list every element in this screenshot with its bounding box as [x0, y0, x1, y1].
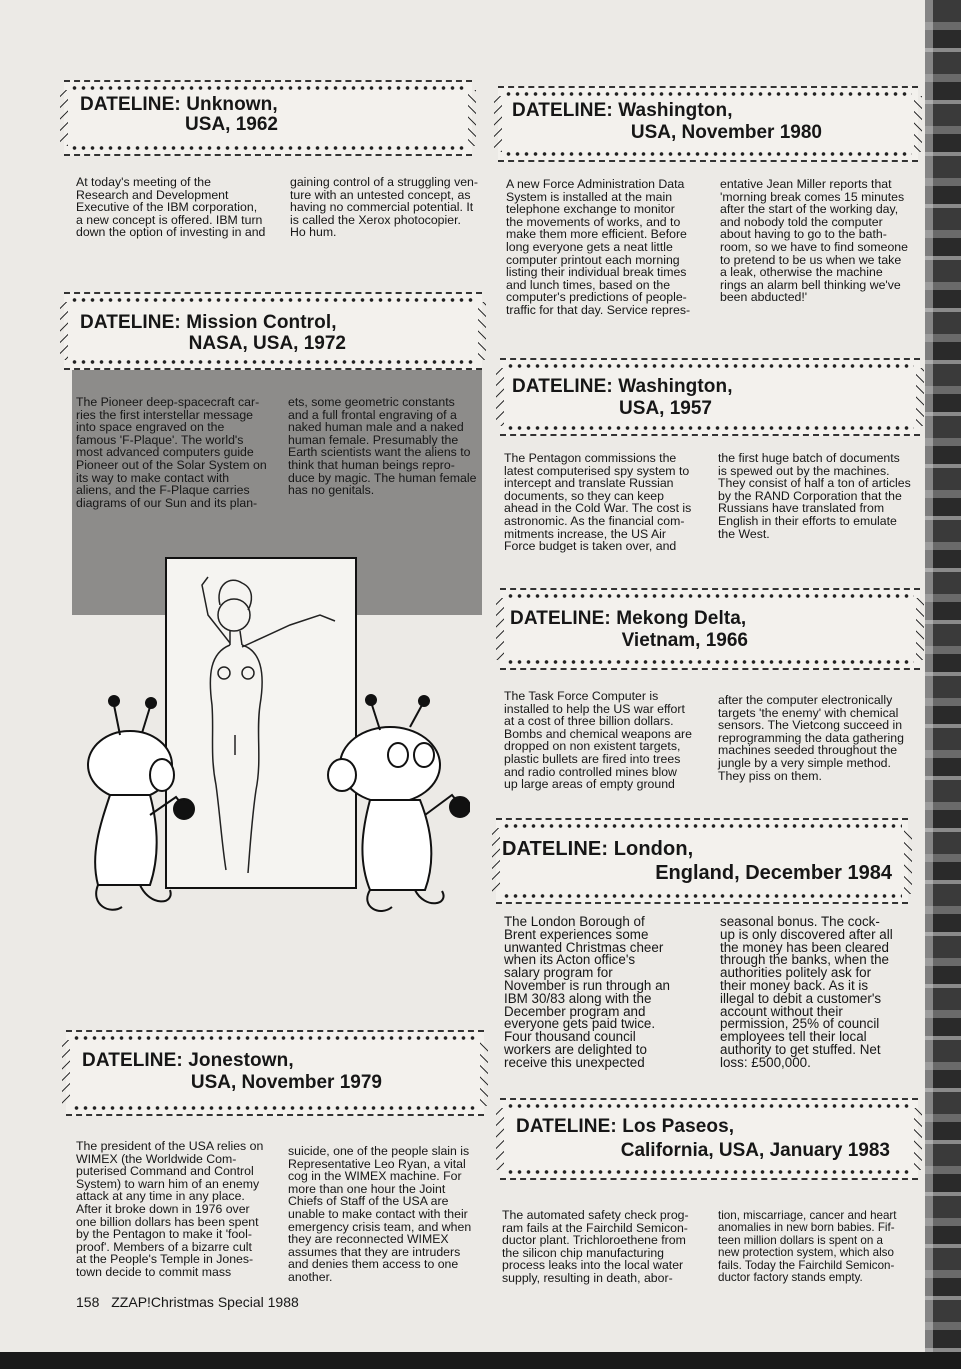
dateline-banner-jonestown-1979: [66, 1030, 484, 1116]
article-text-col2: tion, miscarriage, cancer and heart anomalies in new born babies. Fif- teen million dollars is spent on a new protection system, which also fails. Today the Fairchild Semicon- ductor factory stands empty.: [718, 1209, 897, 1285]
banner-zigzag-left: [496, 598, 504, 660]
article-text-col1: A new Force Administration Data System is installed at the main telephone exchange to monitor the movements of works, and to make them more efficient. Before long everyone gets a neat little computer printout each morning listing their individual break times and lunch times, based on the computer's predictions of people- traffic for that day. Service repres-: [506, 177, 691, 317]
dateline-banner-unknown-1962: [64, 80, 472, 156]
dateline-subtitle: Vietnam, 1966: [621, 630, 748, 651]
article-text-col1: The Pioneer deep-spacecraft car- ries the first interstellar message into space engraved on the famous 'F-Plaque'. The world's most advanced computers guide Pioneer out of the Solar System on its way to make contact with aliens, and the F-Plaque carries diagrams of our Sun and its plan-: [76, 395, 267, 510]
dateline-banner-los-paseos-1983: [500, 1098, 918, 1180]
article-text-col2: gaining control of a struggling ven- ture with an untested concept, as having no commercial potential. It is called the Xerox photocopier. Ho hum.: [290, 175, 478, 240]
dateline-banner-washington-1957: [500, 358, 920, 436]
banner-zigzag-left: [496, 368, 504, 426]
dateline-subtitle: USA, 1962: [185, 114, 278, 135]
bottom-dark-edge: [0, 1352, 961, 1369]
banner-zigzag-left: [492, 828, 500, 894]
article-text-col2: after the computer electronically targets 'the enemy' with chemical sensors. The Vietcong succeed in reprogramming the data gathering machines seeded throughout the jungle by a very simple method. They piss on them.: [718, 693, 904, 783]
alien-plaque-illustration: [80, 555, 470, 935]
page-binding-edge: [925, 0, 961, 1369]
article-text-col2: suicide, one of the people slain is Representative Leo Ryan, a vital cog in the WIMEX machine. For more than one hour the Joint Chiefs of Staff of the USA are unable to make contact with their emergency crisis team, and when they are reconnected WIMEX assumes that they are intruders and denies them access to one another.: [288, 1144, 472, 1284]
banner-zigzag-right: [914, 1108, 922, 1170]
article-text-col1: The automated safety check prog- ram fails at the Fairchild Semicon- ductor plant. Trichloroethene from the silicon chip manufacturing process leaks into the local water supply, resulting in death, abor-: [502, 1208, 689, 1285]
banner-zigzag-right: [480, 1040, 488, 1106]
dateline-title: DATELINE: London,: [502, 838, 694, 860]
banner-zigzag-right: [478, 302, 486, 360]
dateline-subtitle: USA, November 1979: [190, 1072, 382, 1093]
article-text-col2: ets, some geometric constants and a full frontal engraving of a naked human male and a naked human female. Presumably the Earth scientists want the aliens to think that human beings repro- duce by magic. The human female has no genitals.: [288, 395, 477, 498]
dateline-title: DATELINE: Los Paseos,: [516, 1116, 735, 1137]
dateline-banner-washington-1980: [498, 86, 918, 162]
dateline-title: DATELINE: Washington,: [512, 376, 733, 397]
banner-zigzag-right: [468, 90, 476, 146]
publication-name: ZZAP!Christmas Special 1988: [111, 1294, 299, 1310]
article-text-col2: entative Jean Miller reports that 'morning break comes 15 minutes after the start of the working day, and nobody told the computer about having to go to the bath- room, so we have to find someone to pretend to be us when we take a leak, otherwise the machine rings an alarm bell thinking we've been abducted!': [720, 177, 908, 305]
banner-zigzag-left: [60, 90, 68, 146]
banner-zigzag-left: [62, 1040, 70, 1106]
banner-zigzag-right: [916, 368, 924, 426]
dateline-subtitle: England, December 1984: [655, 862, 892, 884]
page-footer: [76, 1294, 299, 1310]
dateline-subtitle: California, USA, January 1983: [620, 1140, 890, 1161]
dateline-subtitle: USA, 1957: [619, 398, 712, 419]
banner-zigzag-right: [904, 828, 912, 894]
banner-zigzag-left: [60, 302, 68, 360]
dateline-banner-nasa-1972: [64, 292, 482, 370]
dateline-subtitle: USA, November 1980: [630, 122, 822, 143]
article-text-col2: seasonal bonus. The cock- up is only discovered after all the money has been cleared through the banks, when the authorities politely ask for their money back. As it is illegal to debit a customer's account without their permission, 25% of council employees tell their local authority to get stuffed. Net loss: £500,000.: [720, 914, 893, 1070]
article-text-col2: the first huge batch of documents is spewed out by the machines. They consist of half a ton of articles by the RAND Corporation that the Russians have translated from English in their efforts to emulate the West.: [718, 451, 911, 541]
article-text-col1: The Pentagon commissions the latest computerised spy system to intercept and translate Russian documents, so they can keep ahead in the Cold War. The cost is astronomic. As the financial com- mitments increase, the US Air Force budget is taken over, and: [504, 451, 692, 554]
dateline-title: DATELINE: Unknown,: [80, 94, 278, 115]
dateline-banner-mekong-1966: [500, 588, 920, 670]
page-number: 158: [76, 1294, 100, 1310]
article-text-col1: At today's meeting of the Research and Development Executive of the IBM corporation, a new concept is offered. IBM turn down the option of investing in and: [76, 175, 266, 240]
article-text-col1: The London Borough of Brent experiences some unwanted Christmas cheer when its Acton office's salary program for November is run through an IBM 30/83 along with the December program and everyone gets paid twice. Four thousand council workers are delighted to receive this unexpected: [504, 914, 670, 1070]
article-text-col1: The president of the USA relies on WIMEX (the Worldwide Com- puterised Command and Control System) to warn him of an enemy attack at any time in any place. After it broke down in 1976 over one billion dollars has been spent by the Pentagon to make it 'fool- proof'. Members of a bizarre cult at the People's Temple in Jones- town decide to commit mass: [76, 1139, 264, 1279]
dateline-subtitle: NASA, USA, 1972: [188, 333, 346, 354]
dateline-banner-london-1984: [496, 818, 908, 904]
article-text-col1: The Task Force Computer is installed to help the US war effort at a cost of three billion dollars. Bombs and chemical weapons are dropped on non existent targets, plastic bullets are fired into trees and radio controlled mines blow up large areas of empty ground: [504, 689, 692, 792]
banner-zigzag-right: [914, 96, 922, 152]
dateline-title: DATELINE: Mekong Delta,: [510, 608, 747, 629]
banner-zigzag-right: [916, 598, 924, 660]
dateline-title: DATELINE: Mission Control,: [80, 312, 337, 333]
dateline-title: DATELINE: Washington,: [512, 100, 733, 121]
banner-zigzag-left: [494, 96, 502, 152]
banner-zigzag-left: [496, 1108, 504, 1170]
dateline-title: DATELINE: Jonestown,: [82, 1050, 294, 1071]
